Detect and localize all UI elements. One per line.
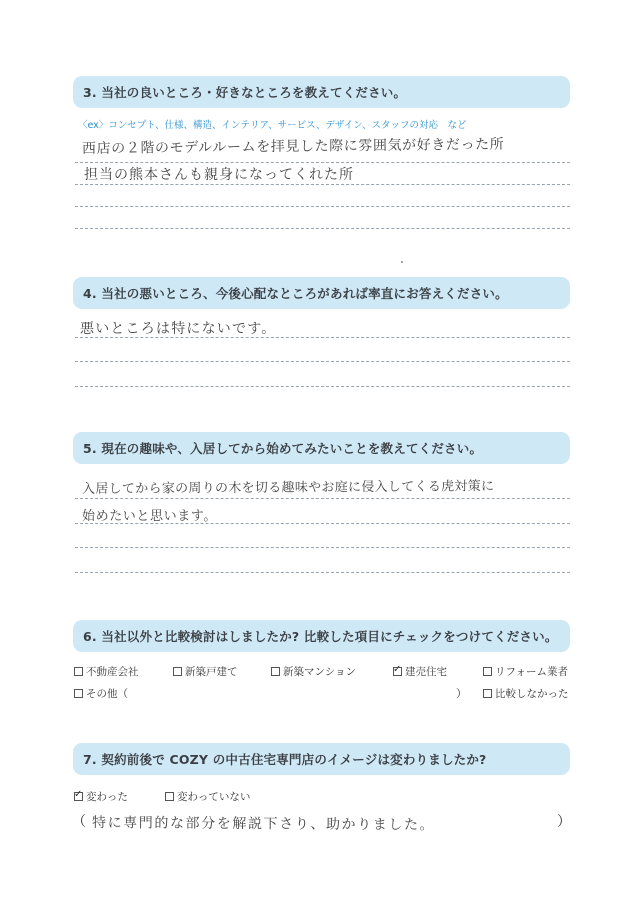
option-label: 比較しなかった <box>495 688 569 700</box>
answer-line <box>75 184 570 185</box>
q5-answer-line-2[interactable]: 始めたいと思います。 <box>82 509 217 524</box>
option-real-estate[interactable] <box>74 664 139 679</box>
option-label: 建売住宅 <box>405 666 447 678</box>
section-4-header <box>73 277 570 309</box>
option-label: その他（ <box>86 688 128 700</box>
section-5-title: 5. 現在の趣味や、入居してから始めてみたいことを教えてください。 <box>83 441 483 456</box>
section-3-header <box>73 76 570 108</box>
answer-line <box>75 386 570 387</box>
answer-line <box>75 498 570 499</box>
option-other[interactable] <box>74 686 128 701</box>
q7-answer[interactable]: 特に専門的な部分を解説下さり、助かりました。 <box>91 815 436 834</box>
option-new-house[interactable] <box>173 664 238 679</box>
option-reform[interactable] <box>483 664 568 679</box>
option-label: 新築マンション <box>283 666 357 678</box>
section-3-hint: 〈ex〉コンセプト、仕様、構造、インテリア、サービス、デザイン、スタッフの対応 など <box>78 120 467 131</box>
q5-answer-line-1[interactable]: 入居してから家の周りの木を切る趣味やお庭に侵入してくる虎対策に <box>81 479 495 497</box>
q3-answer-line-2[interactable]: 担当の熊本さんも親身になってくれた所 <box>84 167 354 183</box>
option-unchanged[interactable] <box>165 789 250 804</box>
option-label: リフォーム業者 <box>495 666 568 678</box>
answer-line <box>75 361 570 362</box>
answer-line <box>75 206 570 207</box>
checkbox-reform[interactable] <box>483 667 492 676</box>
checkbox-ready-built[interactable] <box>393 667 402 676</box>
option-label: 変わっていない <box>177 791 251 803</box>
checkbox-changed[interactable] <box>74 792 83 801</box>
checkbox-new-house[interactable] <box>173 667 182 676</box>
section-3-title: 3. 当社の良いところ・好きなところを教えてください。 <box>83 85 407 100</box>
section-4-title: 4. 当社の悪いところ、今後心配なところがあれば率直にお答えください。 <box>83 286 508 301</box>
section-7-header <box>73 743 570 775</box>
checkbox-other[interactable] <box>74 689 83 698</box>
scan-speck <box>401 261 403 263</box>
q4-answer-line-1[interactable]: 悪いところは特にないです。 <box>80 321 277 337</box>
checkbox-new-condo[interactable] <box>271 667 280 676</box>
option-new-condo[interactable] <box>271 664 356 679</box>
q7-open-paren: （ <box>72 814 86 830</box>
option-label: 不動産会社 <box>86 666 139 678</box>
section-6-header <box>73 620 570 652</box>
other-close-paren: ） <box>456 687 467 700</box>
option-label: 新築戸建て <box>185 666 238 678</box>
answer-line <box>75 572 570 573</box>
checkbox-unchanged[interactable] <box>165 792 174 801</box>
option-ready-built[interactable] <box>393 664 447 679</box>
checkbox-no-compare[interactable] <box>483 689 492 698</box>
section-7-title: 7. 契約前後で COZY の中古住宅専門店のイメージは変わりましたか? <box>83 752 487 767</box>
answer-line <box>75 162 570 163</box>
section-5-header <box>73 432 570 464</box>
option-label: 変わった <box>86 791 128 803</box>
q7-close-paren: ） <box>557 814 571 830</box>
option-changed[interactable] <box>74 789 128 804</box>
section-6-title: 6. 当社以外と比較検討はしましたか? 比較した項目にチェックをつけてください。 <box>83 629 558 644</box>
answer-line <box>75 547 570 548</box>
checkbox-real-estate[interactable] <box>74 667 83 676</box>
answer-line <box>75 228 570 229</box>
option-no-compare[interactable] <box>483 686 569 701</box>
q3-answer-line-1[interactable]: 西店の２階のモデルルームを拝見した際に雰囲気が好きだった所 <box>81 136 505 157</box>
